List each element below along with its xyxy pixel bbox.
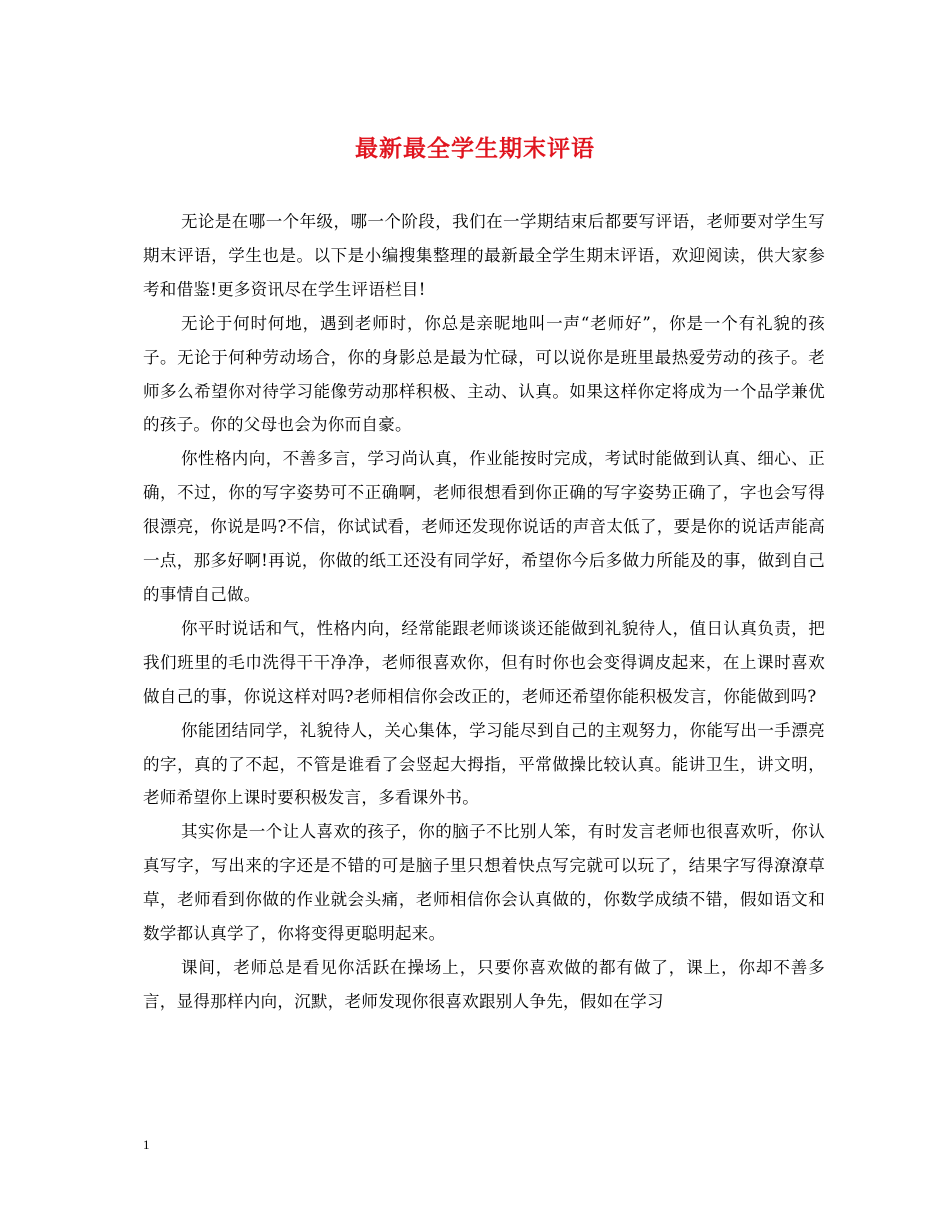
paragraph-comment-2: 你性格内向，不善多言，学习尚认真，作业能按时完成，考试时能做到认真、细心、正确，不过，你的写字姿势可不正确啊，老师很想看到你正确的写字姿势正确了，字也会写得很漂亮，你说是吗?不信，你试试看，老师还发现你说话的声音太低了，要是你的说话声能高一点，那多好啊!再说，你做的纸工还没有同学好，希望你今后多做力所能及的事，做到自己的事情自己做。 [143,449,825,604]
paragraph-comment-4: 你能团结同学，礼貌待人，关心集体，学习能尽到自己的主观努力，你能写出一手漂亮的字，真的了不起，不管是谁看了会竖起大拇指，平常做操比较认真。能讲卫生，讲文明，老师希望你上课时要积极发言，多看课外书。 [143,720,825,808]
paragraph-comment-6: 课间，老师总是看见你活跃在操场上，只要你喜欢做的都有做了，课上，你却不善多言，显得那样内向，沉默，老师发现你很喜欢跟别人争先，假如在学习 [143,957,825,1011]
document-body [143,205,825,1019]
paragraph-intro: 无论是在哪一个年级，哪一个阶段，我们在一学期结束后都要写评语，老师要对学生写期末评语，学生也是。以下是小编搜集整理的最新最全学生期末评语，欢迎阅读，供大家参考和借鉴!更多资讯尽在学生评语栏目! [143,212,825,299]
paragraph-comment-1: 无论于何时何地，遇到老师时，你总是亲昵地叫一声“老师好”，你是一个有礼貌的孩子。无论于何种劳动场合，你的身影总是最为忙碌，可以说你是班里最热爱劳动的孩子。老师多么希望你对待学习能像劳动那样积极、主动、认真。如果这样你定将成为一个品学兼优的孩子。你的父母也会为你而自豪。 [143,313,825,435]
document-title: 最新最全学生期末评语 [355,135,595,162]
paragraph-comment-3: 你平时说话和气，性格内向，经常能跟老师谈谈还能做到礼貌待人，值日认真负责，把我们班里的毛巾洗得干干净净，老师很喜欢你，但有时你也会变得调皮起来，在上课时喜欢做自己的事，你说这样对吗?老师相信你会改正的，老师还希望你能积极发言，你能做到吗? [143,618,825,706]
paragraph-comment-5: 其实你是一个让人喜欢的孩子，你的脑子不比别人笨，有时发言老师也很喜欢听，你认真写字，写出来的字还是不错的可是脑子里只想着快点写完就可以玩了，结果字写得潦潦草草，老师看到你做的作业就会头痛，老师相信你会认真做的，你数学成绩不错，假如语文和数学都认真学了，你将变得更聪明起来。 [143,822,825,944]
page-number: 1 [143,1137,150,1152]
